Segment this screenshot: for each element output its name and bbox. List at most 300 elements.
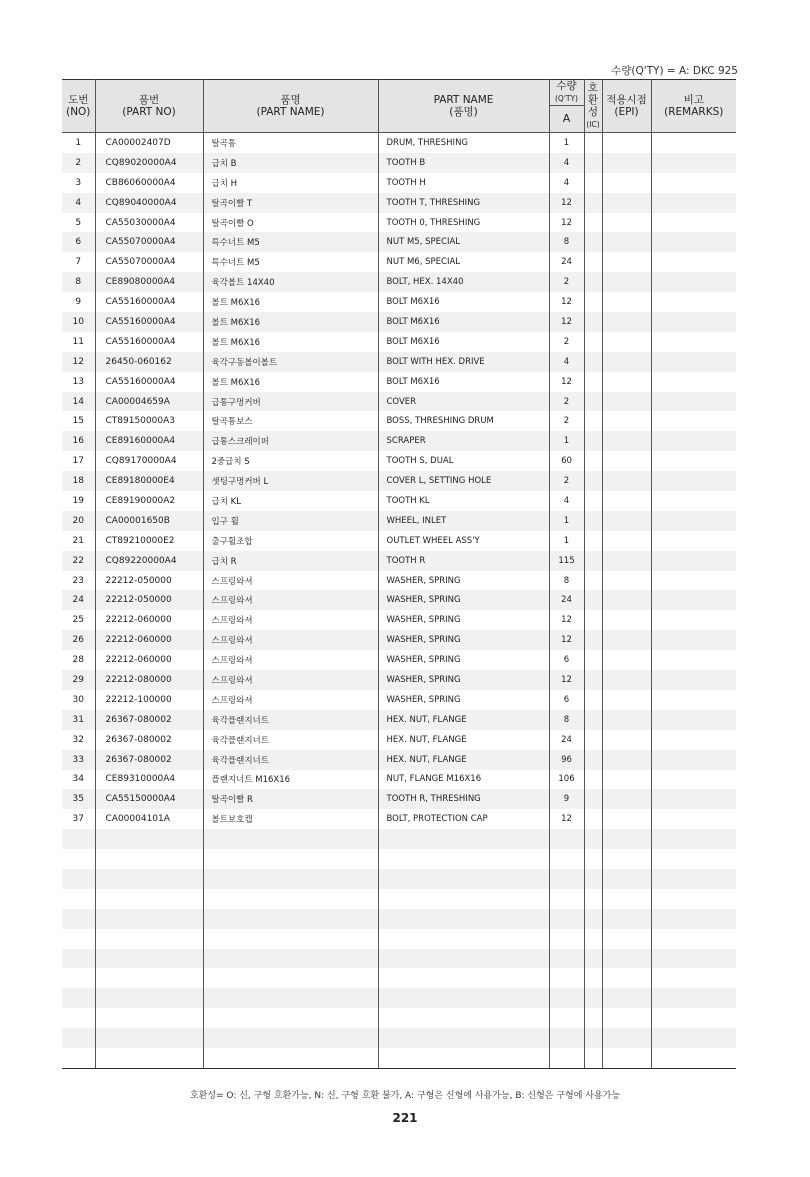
qty-cell: 12 (549, 213, 584, 233)
ic-cell (584, 750, 602, 770)
part-name-kr-cell: 육각구동볼이볼트 (203, 352, 378, 372)
empty-row (62, 929, 736, 949)
empty-cell (378, 949, 549, 969)
qty-cell: 2 (549, 272, 584, 292)
qty-cell: 2 (549, 471, 584, 491)
epi-cell (602, 292, 651, 312)
part-no-cell: CB86060000A4 (95, 173, 203, 193)
part-name-en-cell: WASHER, SPRING (378, 670, 549, 690)
epi-cell (602, 511, 651, 531)
header-part-name-en: PART NAME (품명) (378, 80, 549, 133)
ic-cell (584, 610, 602, 630)
empty-cell (62, 1008, 95, 1028)
row-no-cell: 30 (62, 690, 95, 710)
empty-cell (549, 1048, 584, 1068)
empty-cell (378, 889, 549, 909)
remarks-cell (651, 531, 736, 551)
epi-cell (602, 451, 651, 471)
ic-cell (584, 770, 602, 790)
empty-cell (203, 889, 378, 909)
empty-row (62, 909, 736, 929)
empty-cell (95, 1048, 203, 1068)
part-name-kr-cell: 육각플랜지너트 (203, 710, 378, 730)
empty-row (62, 949, 736, 969)
epi-cell (602, 690, 651, 710)
empty-cell (62, 909, 95, 929)
epi-cell (602, 491, 651, 511)
row-no-cell: 9 (62, 292, 95, 312)
empty-cell (62, 829, 95, 849)
part-name-kr-cell: 볼트보호캡 (203, 809, 378, 829)
part-no-cell: 26367-080002 (95, 730, 203, 750)
empty-cell (203, 949, 378, 969)
remarks-cell (651, 571, 736, 591)
table-row (62, 511, 736, 531)
empty-cell (651, 949, 736, 969)
header-qty-a: A (549, 106, 584, 133)
epi-cell (602, 153, 651, 173)
remarks-cell (651, 809, 736, 829)
empty-cell (95, 988, 203, 1008)
table-row (62, 551, 736, 571)
part-name-kr-cell: 탈곡이빨 R (203, 789, 378, 809)
empty-cell (378, 968, 549, 988)
part-no-cell: CT89150000A3 (95, 411, 203, 431)
table-row (62, 451, 736, 471)
qty-cell: 8 (549, 232, 584, 252)
part-name-kr-cell: 탈곡이빨 O (203, 213, 378, 233)
epi-cell (602, 730, 651, 750)
empty-cell (549, 869, 584, 889)
qty-cell: 1 (549, 431, 584, 451)
header-qty: 수량 (Q'TY) (549, 80, 584, 106)
table-row (62, 531, 736, 551)
empty-cell (602, 968, 651, 988)
ic-cell (584, 551, 602, 571)
part-name-en-cell: WHEEL, INLET (378, 511, 549, 531)
epi-cell (602, 312, 651, 332)
part-name-en-cell: BOLT M6X16 (378, 312, 549, 332)
epi-cell (602, 551, 651, 571)
part-name-en-cell: TOOTH 0, THRESHING (378, 213, 549, 233)
remarks-cell (651, 551, 736, 571)
part-name-kr-cell: 스프링와셔 (203, 590, 378, 610)
part-name-en-cell: TOOTH KL (378, 491, 549, 511)
empty-cell (651, 1048, 736, 1068)
epi-cell (602, 710, 651, 730)
empty-cell (602, 889, 651, 909)
remarks-cell (651, 153, 736, 173)
ic-cell (584, 451, 602, 471)
ic-cell (584, 630, 602, 650)
part-name-en-cell: SCRAPER (378, 431, 549, 451)
remarks-cell (651, 272, 736, 292)
empty-row (62, 988, 736, 1008)
empty-cell (584, 968, 602, 988)
part-name-en-cell: HEX. NUT, FLANGE (378, 730, 549, 750)
row-no-cell: 23 (62, 571, 95, 591)
qty-cell: 12 (549, 610, 584, 630)
empty-cell (651, 968, 736, 988)
part-name-en-cell: BOLT WITH HEX. DRIVE (378, 352, 549, 372)
row-no-cell: 22 (62, 551, 95, 571)
epi-cell (602, 809, 651, 829)
part-name-en-cell: BOSS, THRESHING DRUM (378, 411, 549, 431)
empty-cell (378, 1028, 549, 1048)
part-no-cell: 22212-060000 (95, 630, 203, 650)
empty-cell (62, 988, 95, 1008)
header-epi: 적용시점 (EPI) (602, 80, 651, 133)
row-no-cell: 3 (62, 173, 95, 193)
part-name-kr-cell: 스프링와셔 (203, 670, 378, 690)
ic-cell (584, 193, 602, 213)
empty-cell (203, 869, 378, 889)
qty-cell: 6 (549, 690, 584, 710)
empty-cell (584, 1048, 602, 1068)
qty-cell: 8 (549, 710, 584, 730)
part-name-kr-cell: 특수너트 M5 (203, 232, 378, 252)
empty-cell (651, 988, 736, 1008)
row-no-cell: 19 (62, 491, 95, 511)
part-name-kr-cell: 탈곡통보스 (203, 411, 378, 431)
part-name-en-cell: TOOTH R, THRESHING (378, 789, 549, 809)
ic-cell (584, 590, 602, 610)
qty-cell: 2 (549, 332, 584, 352)
ic-cell (584, 491, 602, 511)
qty-cell: 4 (549, 491, 584, 511)
part-no-cell: 26367-080002 (95, 750, 203, 770)
empty-cell (62, 889, 95, 909)
remarks-cell (651, 232, 736, 252)
part-name-kr-cell: 스프링와셔 (203, 610, 378, 630)
empty-cell (651, 909, 736, 929)
empty-cell (203, 829, 378, 849)
part-name-en-cell: WASHER, SPRING (378, 690, 549, 710)
empty-cell (95, 968, 203, 988)
part-name-en-cell: NUT M5, SPECIAL (378, 232, 549, 252)
part-name-en-cell: OUTLET WHEEL ASS'Y (378, 531, 549, 551)
part-no-cell: CA00002407D (95, 133, 203, 153)
epi-cell (602, 590, 651, 610)
row-no-cell: 31 (62, 710, 95, 730)
ic-cell (584, 809, 602, 829)
part-name-kr-cell: 플랜지너트 M16X16 (203, 770, 378, 790)
ic-cell (584, 133, 602, 153)
part-name-en-cell: NUT M6, SPECIAL (378, 252, 549, 272)
remarks-cell (651, 173, 736, 193)
empty-cell (95, 889, 203, 909)
empty-cell (549, 909, 584, 929)
part-no-cell: 26367-080002 (95, 710, 203, 730)
part-no-cell: 22212-050000 (95, 571, 203, 591)
table-row (62, 710, 736, 730)
empty-cell (651, 849, 736, 869)
part-no-cell: CE89080000A4 (95, 272, 203, 292)
table-row (62, 809, 736, 829)
remarks-cell (651, 372, 736, 392)
empty-cell (378, 988, 549, 1008)
empty-cell (62, 949, 95, 969)
part-name-kr-cell: 스프링와셔 (203, 650, 378, 670)
qty-cell: 4 (549, 352, 584, 372)
empty-cell (95, 1028, 203, 1048)
empty-cell (602, 1048, 651, 1068)
part-name-en-cell: BOLT M6X16 (378, 372, 549, 392)
empty-row (62, 1008, 736, 1028)
ic-cell (584, 352, 602, 372)
part-name-kr-cell: 특수너트 M5 (203, 252, 378, 272)
empty-row (62, 1028, 736, 1048)
parts-table (62, 79, 736, 1069)
empty-cell (378, 1048, 549, 1068)
row-no-cell: 24 (62, 590, 95, 610)
qty-cell: 8 (549, 571, 584, 591)
empty-cell (95, 909, 203, 929)
epi-cell (602, 571, 651, 591)
part-name-kr-cell: 볼트 M6X16 (203, 372, 378, 392)
qty-cell: 12 (549, 809, 584, 829)
part-no-cell: CE89310000A4 (95, 770, 203, 790)
row-no-cell: 21 (62, 531, 95, 551)
table-row (62, 232, 736, 252)
qty-cell: 96 (549, 750, 584, 770)
table-row (62, 312, 736, 332)
table-row (62, 690, 736, 710)
remarks-cell (651, 312, 736, 332)
table-row (62, 292, 736, 312)
row-no-cell: 5 (62, 213, 95, 233)
remarks-cell (651, 352, 736, 372)
row-no-cell: 4 (62, 193, 95, 213)
table-row (62, 590, 736, 610)
part-no-cell: 22212-100000 (95, 690, 203, 710)
row-no-cell: 7 (62, 252, 95, 272)
empty-cell (95, 869, 203, 889)
table-row (62, 372, 736, 392)
part-name-kr-cell: 육각플랜지너트 (203, 730, 378, 750)
part-name-kr-cell: 입구 휠 (203, 511, 378, 531)
part-no-cell: CE89180000E4 (95, 471, 203, 491)
epi-cell (602, 213, 651, 233)
empty-cell (602, 929, 651, 949)
ic-cell (584, 332, 602, 352)
part-name-en-cell: TOOTH T, THRESHING (378, 193, 549, 213)
row-no-cell: 10 (62, 312, 95, 332)
empty-cell (378, 909, 549, 929)
row-no-cell: 26 (62, 630, 95, 650)
row-no-cell: 32 (62, 730, 95, 750)
qty-note: 수량(Q'TY) = A: DKC 925 (611, 65, 738, 77)
empty-cell (584, 909, 602, 929)
ic-cell (584, 272, 602, 292)
empty-cell (203, 968, 378, 988)
table-row (62, 750, 736, 770)
empty-cell (602, 988, 651, 1008)
empty-cell (602, 869, 651, 889)
empty-cell (62, 849, 95, 869)
header-part-no: 품번 (PART NO) (95, 80, 203, 133)
empty-cell (602, 1008, 651, 1028)
epi-cell (602, 252, 651, 272)
part-name-kr-cell: 급치 B (203, 153, 378, 173)
part-no-cell: 22212-060000 (95, 610, 203, 630)
empty-cell (62, 929, 95, 949)
remarks-cell (651, 590, 736, 610)
part-name-kr-cell: 급치 H (203, 173, 378, 193)
row-no-cell: 1 (62, 133, 95, 153)
part-name-en-cell: HEX. NUT, FLANGE (378, 750, 549, 770)
part-name-kr-cell: 급치 KL (203, 491, 378, 511)
ic-cell (584, 690, 602, 710)
table-row (62, 193, 736, 213)
remarks-cell (651, 292, 736, 312)
row-no-cell: 20 (62, 511, 95, 531)
row-no-cell: 13 (62, 372, 95, 392)
empty-cell (95, 929, 203, 949)
ic-cell (584, 252, 602, 272)
ic-cell (584, 710, 602, 730)
qty-cell: 60 (549, 451, 584, 471)
ic-cell (584, 312, 602, 332)
part-name-kr-cell: 셋팅구멍커버 L (203, 471, 378, 491)
empty-cell (203, 1028, 378, 1048)
remarks-cell (651, 471, 736, 491)
epi-cell (602, 173, 651, 193)
ic-cell (584, 471, 602, 491)
part-name-kr-cell: 탈곡이빨 T (203, 193, 378, 213)
epi-cell (602, 193, 651, 213)
qty-cell: 115 (549, 551, 584, 571)
row-no-cell: 6 (62, 232, 95, 252)
table-row (62, 133, 736, 153)
part-name-en-cell: WASHER, SPRING (378, 571, 549, 591)
qty-cell: 1 (549, 511, 584, 531)
part-no-cell: 26450-060162 (95, 352, 203, 372)
empty-cell (378, 1008, 549, 1028)
empty-cell (378, 849, 549, 869)
ic-cell (584, 511, 602, 531)
part-no-cell: 22212-080000 (95, 670, 203, 690)
ic-cell (584, 392, 602, 412)
table-row (62, 411, 736, 431)
table-row (62, 173, 736, 193)
remarks-cell (651, 431, 736, 451)
ic-cell (584, 730, 602, 750)
empty-cell (584, 1008, 602, 1028)
empty-cell (203, 909, 378, 929)
part-no-cell: CA55070000A4 (95, 232, 203, 252)
ic-cell (584, 292, 602, 312)
header-ic: 호 환 성 (IC) (584, 80, 602, 133)
empty-cell (62, 1048, 95, 1068)
qty-cell: 4 (549, 173, 584, 193)
empty-cell (549, 968, 584, 988)
part-name-kr-cell: 스프링와셔 (203, 630, 378, 650)
empty-cell (95, 1008, 203, 1028)
part-name-en-cell: BOLT M6X16 (378, 292, 549, 312)
row-no-cell: 11 (62, 332, 95, 352)
empty-cell (602, 949, 651, 969)
part-name-en-cell: COVER L, SETTING HOLE (378, 471, 549, 491)
qty-cell: 2 (549, 411, 584, 431)
table-row (62, 571, 736, 591)
part-name-kr-cell: 볼트 M6X16 (203, 292, 378, 312)
part-no-cell: CT89210000E2 (95, 531, 203, 551)
empty-cell (203, 1008, 378, 1028)
empty-cell (651, 929, 736, 949)
remarks-cell (651, 789, 736, 809)
ic-cell (584, 372, 602, 392)
row-no-cell: 34 (62, 770, 95, 790)
table-row (62, 670, 736, 690)
epi-cell (602, 352, 651, 372)
part-no-cell: CA55160000A4 (95, 372, 203, 392)
table-row (62, 770, 736, 790)
ic-cell (584, 411, 602, 431)
empty-cell (549, 1028, 584, 1048)
empty-cell (549, 929, 584, 949)
table-row (62, 332, 736, 352)
empty-cell (584, 829, 602, 849)
part-name-en-cell: DRUM, THRESHING (378, 133, 549, 153)
part-name-kr-cell: 급통스크레이퍼 (203, 431, 378, 451)
remarks-cell (651, 770, 736, 790)
empty-cell (584, 988, 602, 1008)
ic-cell (584, 650, 602, 670)
part-name-kr-cell: 탈곡통 (203, 133, 378, 153)
empty-cell (549, 949, 584, 969)
part-name-en-cell: WASHER, SPRING (378, 590, 549, 610)
part-name-kr-cell: 급통구멍커버 (203, 392, 378, 412)
part-no-cell: CE89160000A4 (95, 431, 203, 451)
part-name-kr-cell: 스프링와셔 (203, 571, 378, 591)
remarks-cell (651, 252, 736, 272)
ic-cell (584, 153, 602, 173)
ic-cell (584, 431, 602, 451)
epi-cell (602, 770, 651, 790)
table-row (62, 730, 736, 750)
remarks-cell (651, 411, 736, 431)
part-no-cell: CQ89220000A4 (95, 551, 203, 571)
part-name-en-cell: COVER (378, 392, 549, 412)
empty-cell (584, 929, 602, 949)
part-name-kr-cell: 볼트 M6X16 (203, 312, 378, 332)
part-name-en-cell: WASHER, SPRING (378, 650, 549, 670)
row-no-cell: 25 (62, 610, 95, 630)
epi-cell (602, 133, 651, 153)
part-name-en-cell: HEX. NUT, FLANGE (378, 710, 549, 730)
empty-cell (549, 889, 584, 909)
empty-cell (651, 1028, 736, 1048)
epi-cell (602, 232, 651, 252)
empty-cell (95, 849, 203, 869)
qty-cell: 12 (549, 292, 584, 312)
part-no-cell: CE89190000A2 (95, 491, 203, 511)
table-row (62, 153, 736, 173)
remarks-cell (651, 392, 736, 412)
table-row (62, 630, 736, 650)
table-row (62, 431, 736, 451)
empty-cell (203, 849, 378, 869)
part-no-cell: CA55030000A4 (95, 213, 203, 233)
empty-cell (95, 829, 203, 849)
part-name-en-cell: TOOTH R (378, 551, 549, 571)
row-no-cell: 14 (62, 392, 95, 412)
empty-cell (584, 1028, 602, 1048)
empty-cell (203, 988, 378, 1008)
empty-cell (602, 849, 651, 869)
part-no-cell: CA00004101A (95, 809, 203, 829)
